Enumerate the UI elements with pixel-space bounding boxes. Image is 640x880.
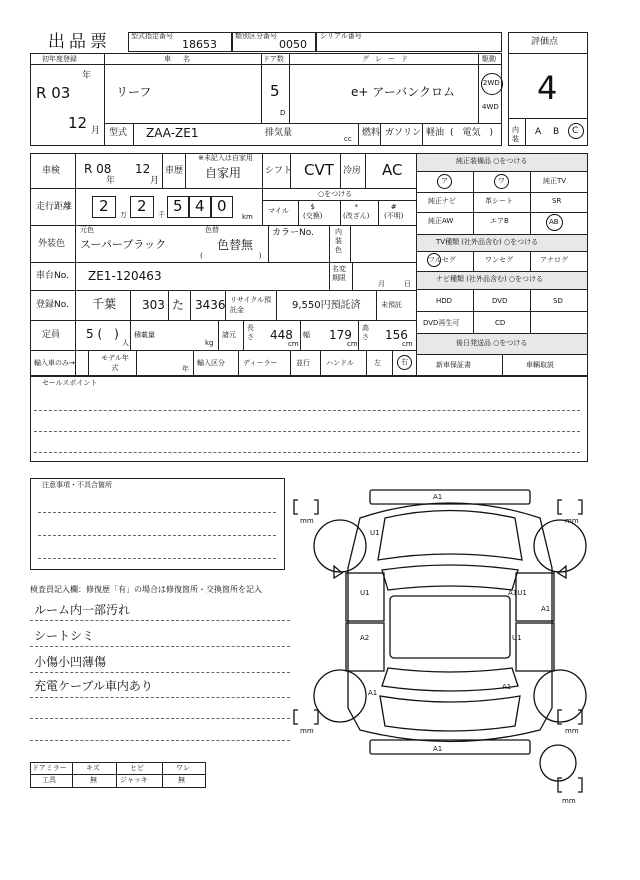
tire-fr-mm: mm: [565, 517, 579, 525]
door-label: ドア数: [263, 55, 284, 63]
rating-value: 4: [537, 69, 558, 107]
name-change-month: 月: [378, 280, 385, 288]
later-warranty: 新車保証書: [436, 361, 471, 369]
navi-dvd-play: DVD再生可: [423, 319, 460, 327]
handle-right: 右: [401, 358, 408, 366]
tools-header-break: ワレ: [176, 764, 190, 772]
ac-value: AC: [382, 161, 403, 179]
navi-sd: SD: [553, 297, 563, 305]
inspector-line-2: シートシミ: [34, 629, 95, 643]
color-change-value: 色替無: [217, 238, 254, 252]
drive-4wd: 4WD: [482, 103, 499, 111]
mileage-km: km: [242, 213, 253, 221]
door-type: D: [280, 109, 286, 117]
equip-genuine-navi: 純正ナビ: [428, 197, 456, 205]
length-value: 448: [270, 328, 293, 342]
rating-label: 評価点: [531, 37, 559, 47]
navi-cd: CD: [495, 319, 506, 327]
displacement-label: 排気量: [265, 128, 293, 138]
sales-point-label: セールスポイント: [42, 379, 98, 387]
mileage-label: 走行距離: [36, 202, 73, 212]
import-label: 輸入車のみ→: [34, 359, 75, 367]
model-year-label: モデル年式: [101, 354, 129, 372]
tv-oneseg: ワンセグ: [485, 256, 513, 264]
width-cm: cm: [347, 340, 358, 348]
recycle-unpaid: 未預託: [381, 301, 402, 309]
equip-ab: AB: [549, 218, 559, 226]
genuine-title: 純正装備品 ○をつける: [456, 157, 528, 165]
tv-title: TV種類 (社外品含む) ○をつける: [436, 238, 539, 246]
drive-2wd: 2WD: [483, 79, 500, 87]
length-label: 長さ: [247, 324, 254, 341]
capacity-value: 5 ( ): [86, 327, 119, 341]
height-value: 156: [385, 328, 408, 342]
mileage-check-note: ○をつける: [318, 190, 353, 198]
tire-rl-mm: mm: [300, 727, 314, 735]
equip-w: ワ: [498, 177, 505, 185]
interior-grade-a: A: [535, 127, 542, 137]
capacity-label: 定員: [42, 330, 61, 340]
chassis-label: 車台No.: [36, 271, 69, 281]
fuel-label: 燃料: [362, 128, 381, 138]
registration-pref: 千葉: [92, 297, 117, 311]
import-parallel: 並行: [296, 359, 310, 367]
equip-genuine-aw: 純正AW: [428, 217, 454, 225]
mark-right-rear-door: U1: [512, 634, 522, 642]
color-label: 外装色: [38, 239, 66, 249]
tire-fl-mm: mm: [300, 517, 314, 525]
mileage-sen: 千: [158, 211, 165, 219]
later-title: 後日発送品 ○をつける: [456, 339, 528, 347]
inspection-month: 12: [135, 162, 151, 176]
class-number-label: 類別区分番号: [235, 32, 277, 40]
interior-label: 内装: [512, 126, 519, 143]
fuel-diesel: 軽油: [426, 128, 445, 138]
first-reg-era: R 03: [36, 84, 71, 102]
fuel-other: ( 電気 ): [450, 128, 494, 138]
model-year-unit: 年: [182, 365, 189, 373]
class-number-value: 0050: [279, 38, 307, 51]
first-reg-month: 12: [68, 114, 88, 132]
navi-title: ナビ種類 (社外品含む) ○をつける: [436, 275, 544, 283]
mileage-opt-exchange: $ (交換): [303, 203, 323, 220]
mark-front-left-fender: U1: [370, 529, 380, 537]
tire-spare-mm: mm: [562, 797, 576, 805]
grade-label: グレード: [362, 55, 414, 63]
color-change-label: 色替: [205, 226, 219, 234]
mileage-opt-tamper: * (改ざん): [343, 203, 370, 220]
load-label: 積載量: [134, 331, 155, 339]
inspector-line-1: ルーム内一部汚れ: [34, 603, 131, 617]
dims-label: 諸元: [222, 331, 236, 339]
mark-left-front-door: U1: [360, 589, 370, 597]
registration-label: 登録No.: [36, 300, 69, 310]
length-cm: cm: [288, 340, 299, 348]
model-value: ZAA-ZE1: [146, 126, 199, 140]
registration-class: 303: [142, 298, 165, 312]
interior-grade-b: B: [553, 127, 560, 137]
tools-header-mirror: ドアミラー: [32, 764, 67, 772]
color-no-label: カラーNo.: [272, 228, 314, 238]
tools-header-scratch: キズ: [86, 764, 100, 772]
inspection-year-unit: 年: [106, 176, 116, 186]
interior-color-label: 内装色: [335, 228, 342, 254]
mark-left-rear-door: A2: [360, 634, 370, 642]
inspection-year: R 08: [84, 162, 112, 176]
fuel-gasoline: ガソリン: [385, 128, 422, 138]
later-manual: 車輌取説: [526, 361, 554, 369]
grade-value: e+ アーバンクロム: [351, 85, 456, 99]
mileage-digit-3-value: 5: [173, 197, 183, 215]
ac-label: 冷房: [343, 166, 362, 176]
notes-label: 注意事項・不具合箇所: [42, 481, 112, 489]
color-change-paren: ( ): [200, 252, 262, 260]
registration-number: 3436: [195, 298, 226, 312]
type-number-value: 18653: [182, 38, 217, 51]
navi-dvd: DVD: [492, 297, 508, 305]
mark-right-rear-fender: A1: [502, 683, 512, 691]
mileage-man: 万: [120, 211, 127, 219]
orig-color-value: スーパーブラック: [80, 238, 167, 251]
displacement-cc: cc: [344, 135, 352, 143]
handle-left: 左: [374, 359, 381, 367]
inspector-line-4: 充電ケーブル車内あり: [34, 679, 153, 693]
orig-color-label: 元色: [80, 226, 94, 234]
inspection-label: 車検: [42, 166, 61, 176]
mark-front-bumper: A1: [433, 493, 443, 501]
drive-label: 駆動: [482, 55, 496, 63]
handle-label: ハンドル: [326, 359, 354, 367]
mark-rear-bumper: A1: [433, 745, 443, 753]
usage-label: 車歴: [165, 166, 184, 176]
name-change-day: 日: [404, 280, 411, 288]
import-type-label: 輸入区分: [197, 359, 225, 367]
registration-kana: た: [172, 298, 185, 312]
import-dealer: ディーラー: [243, 359, 278, 367]
first-reg-year-unit: 年: [82, 71, 92, 81]
mileage-digit-1-value: 2: [99, 197, 109, 215]
shift-value: CVT: [304, 161, 334, 179]
tools-value-jack: ジャッキ: [120, 776, 148, 784]
mark-right-front-door: A1U1: [508, 589, 527, 597]
car-name-label: 車名: [164, 55, 202, 63]
car-diagram: [290, 478, 610, 808]
mark-right-side: A1: [541, 605, 551, 613]
model-label: 型式: [109, 128, 128, 138]
name-change-label: 名変期限: [332, 265, 346, 282]
usage-value: 自家用: [205, 166, 242, 180]
usage-note: ※未記入は自家用: [198, 154, 253, 162]
mark-left-rear-fender: A1: [368, 689, 378, 697]
tv-analog: アナログ: [540, 256, 568, 264]
tools-header-crack: ヒビ: [130, 764, 144, 772]
interior-grade-c: C: [572, 126, 579, 136]
tools-value-tools: 工具: [42, 776, 56, 784]
inspection-month-unit: 月: [150, 176, 160, 186]
mileage-digit-2-value: 2: [137, 197, 147, 215]
equip-sr: SR: [552, 197, 562, 205]
car-name-value: リーフ: [116, 85, 152, 99]
first-reg-label: 初年度登録: [42, 55, 77, 63]
navi-hdd: HDD: [436, 297, 453, 305]
mileage-opt-mile: マイル: [268, 207, 289, 215]
mileage-digit-5-value: 0: [217, 197, 227, 215]
chassis-value: ZE1-120463: [88, 269, 162, 283]
serial-label: シリアル番号: [320, 32, 362, 40]
capacity-unit: 人: [122, 339, 129, 347]
page-title: 出品票: [48, 32, 111, 52]
height-label: 高さ: [362, 324, 369, 341]
inspector-label: 検査員記入欄：修復歴「有」の場合は修復箇所・交換箇所を記入: [30, 585, 262, 594]
first-reg-month-unit: 月: [91, 126, 101, 136]
tire-rr-mm: mm: [565, 727, 579, 735]
equip-a: ア: [441, 177, 448, 185]
equip-genuine-tv: 純正TV: [543, 177, 567, 185]
width-label: 幅: [303, 331, 310, 339]
tv-fullseg: フルセグ: [428, 256, 456, 264]
recycle-value: 9,550円預託済: [292, 300, 361, 311]
mileage-opt-unknown: # (不明): [384, 203, 404, 220]
mileage-digit-4-value: 4: [195, 197, 205, 215]
load-kg: kg: [205, 339, 214, 347]
shift-label: シフト: [265, 166, 293, 176]
recycle-label: リサイクル預託金: [230, 296, 272, 314]
notes-box: [30, 478, 285, 570]
height-cm: cm: [402, 340, 413, 348]
equip-airbag: エアB: [490, 217, 509, 225]
type-number-label: 型式指定番号: [131, 32, 173, 40]
equip-leather: 革シート: [485, 197, 513, 205]
width-value: 179: [329, 328, 352, 342]
inspector-line-3: 小傷小凹薄傷: [34, 655, 107, 669]
tools-value-tools-status: 無: [90, 776, 97, 784]
sales-point-box: [30, 376, 588, 462]
door-value: 5: [270, 82, 280, 100]
tools-value-jack-status: 無: [178, 776, 185, 784]
